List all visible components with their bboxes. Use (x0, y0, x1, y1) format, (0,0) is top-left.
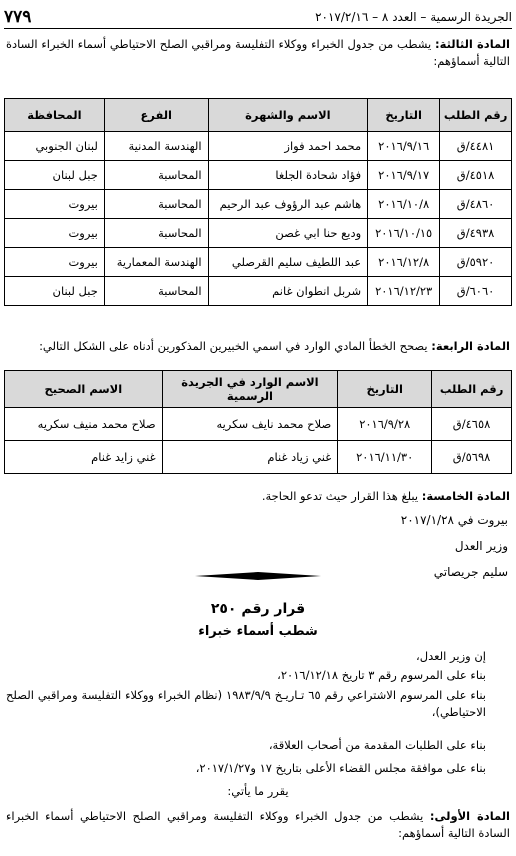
table-header-cell: المحافظة (5, 99, 105, 132)
table-header-cell: التاريخ (338, 371, 432, 408)
request-number-cell: ٤٥١٨/ق (440, 161, 512, 190)
article-four-label: المادة الرابعة: (431, 339, 510, 353)
article-one-label: المادة الأولى: (429, 809, 510, 823)
article-four (6, 338, 510, 355)
request-number-cell: ٤٦٥٨/ق (432, 408, 512, 441)
table-row (5, 190, 512, 219)
article-three (6, 36, 510, 70)
preamble-line: بناء على المرسوم الاشتراعي رقم ٦٥ تـاريـخ ١٩٨٣/٩/٩ (نظام الخبراء ووكلاء التفليسة ومراقبي الصلح الاحتياطي)، (6, 688, 487, 719)
name-cell: وديع حنا ابي غصن (208, 219, 368, 248)
branch-cell: الهندسة المعمارية (104, 248, 208, 277)
gazette-name-cell: صلاح محمد نايف سكريه (162, 408, 338, 441)
governorate-cell: لبنان الجنوبي (5, 132, 105, 161)
signature-name: سليم جريصاتي (433, 565, 508, 579)
date-cell: ٢٠١٦/١٠/٨ (368, 190, 440, 219)
decision-title: قرار رقم ٢٥٠ (210, 601, 306, 617)
date-cell: ٢٠١٦/١٠/١٥ (368, 219, 440, 248)
governorate-cell: بيروت (5, 219, 105, 248)
decision-subtitle: شطب أسماء خبراء (198, 624, 318, 639)
date-cell: ٢٠١٦/٩/١٦ (368, 132, 440, 161)
article-five (6, 488, 510, 505)
table-row (5, 219, 512, 248)
correct-name-cell: غني زايد غنام (5, 441, 163, 474)
article-three-label: المادة الثالثة: (435, 37, 510, 51)
article-four-text: يصحح الخطأ المادي الوارد في اسمي الخبيرين المذكورين أدناه على الشكل التالي: (39, 339, 432, 353)
table-row (5, 441, 512, 474)
name-cell: شربل انطوان غانم (208, 277, 368, 306)
name-correction-table (4, 370, 512, 474)
preamble-line: بناء على الطلبات المقدمة من أصحاب العلاقة، (268, 738, 486, 752)
signature-place-date: بيروت في ٢٠١٧/١/٢٨ (400, 513, 508, 527)
preamble-line: بناء على موافقة مجلس القضاء الأعلى بتاريخ ١٧ و٢٠١٧/١/٢٧، (195, 761, 486, 775)
correct-name-cell: صلاح محمد منيف سكريه (5, 408, 163, 441)
table-row (5, 161, 512, 190)
struck-experts-table (4, 98, 512, 306)
preamble-decides: يقرر ما يأتي: (227, 784, 289, 798)
preamble-line: بناء على المرسوم رقم ٣ تاريخ ٢٠١٦/١٢/١٨، (277, 668, 486, 682)
branch-cell: المحاسبة (104, 190, 208, 219)
name-cell: عبد اللطيف سليم القرصلي (208, 248, 368, 277)
table-header-cell: التاريخ (368, 99, 440, 132)
table-header-row (5, 99, 512, 132)
gazette-header-title: الجريدة الرسمية – العدد ٨ – ٢٠١٧/٢/١٦ (315, 10, 512, 24)
table-header-row (5, 371, 512, 408)
table-header-cell: رقم الطلب (440, 99, 512, 132)
article-one (6, 808, 510, 842)
request-number-cell: ٤٩٣٨/ق (440, 219, 512, 248)
table-row (5, 408, 512, 441)
branch-cell: المحاسبة (104, 219, 208, 248)
signature-position: وزير العدل (454, 539, 508, 553)
table-header-cell: الاسم الصحيح (5, 371, 163, 408)
article-three-text: يشطب من جدول الخبراء ووكلاء التفليسة ومراقبي الصلح الاحتياطي أسماء الخبراء السادة التالية أسماؤهم: (6, 37, 510, 68)
table-header-cell: رقم الطلب (432, 371, 512, 408)
request-number-cell: ٦٠٦٠/ق (440, 277, 512, 306)
signature-block (401, 507, 508, 585)
table-row (5, 132, 512, 161)
governorate-cell: بيروت (5, 190, 105, 219)
table-header-cell: الفرع (104, 99, 208, 132)
governorate-cell: جبل لبنان (5, 161, 105, 190)
page-header (4, 6, 512, 29)
request-number-cell: ٥٩٢٠/ق (440, 248, 512, 277)
branch-cell: المحاسبة (104, 277, 208, 306)
governorate-cell: بيروت (5, 248, 105, 277)
name-cell: فؤاد شحادة الجلغا (208, 161, 368, 190)
request-number-cell: ٤٨٦٠/ق (440, 190, 512, 219)
article-one-text: يشطب من جدول الخبراء ووكلاء التفليسة ومراقبي الصلح الاحتياطي أسماء الخبراء السادة التالية أسماؤهم: (6, 809, 510, 840)
date-cell: ٢٠١٦/١٢/٨ (368, 248, 440, 277)
date-cell: ٢٠١٦/٩/٢٨ (338, 408, 432, 441)
branch-cell: الهندسة المدنية (104, 132, 208, 161)
article-five-label: المادة الخامسة: (421, 489, 510, 503)
article-five-text: يبلغ هذا القرار حيث تدعو الحاجة. (261, 489, 422, 503)
gazette-name-cell: غني زياد غنام (162, 441, 338, 474)
name-cell: هاشم عبد الرؤوف عبد الرحيم (208, 190, 368, 219)
preamble-line: إن وزير العدل، (416, 649, 486, 663)
date-cell: ٢٠١٦/١٢/٢٣ (368, 277, 440, 306)
date-cell: ٢٠١٦/١١/٣٠ (338, 441, 432, 474)
table-row (5, 248, 512, 277)
table-row (5, 277, 512, 306)
section-divider-ornament (195, 572, 321, 580)
table-header-cell: الاسم والشهرة (208, 99, 368, 132)
date-cell: ٢٠١٦/٩/١٧ (368, 161, 440, 190)
branch-cell: المحاسبة (104, 161, 208, 190)
page-number: ٧٧٩ (4, 7, 32, 27)
governorate-cell: جبل لبنان (5, 277, 105, 306)
name-cell: محمد احمد فواز (208, 132, 368, 161)
request-number-cell: ٤٤٨١/ق (440, 132, 512, 161)
table-header-cell: الاسم الوارد في الجريدة الرسمية (162, 371, 338, 408)
request-number-cell: ٥٦٩٨/ق (432, 441, 512, 474)
